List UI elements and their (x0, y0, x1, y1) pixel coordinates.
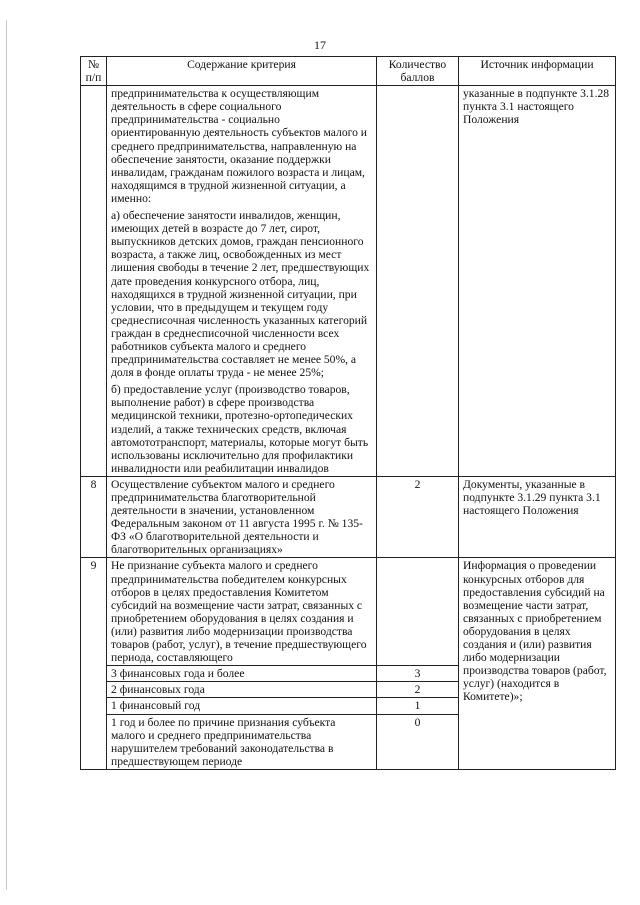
cell-criterion (107, 86, 377, 477)
criteria-table (80, 56, 616, 770)
cell-points (377, 558, 459, 666)
cell-criterion: Не признание субъекта малого и среднего предпринимательства победителем конкурсных отборов в целях предоставления Комитетом субсидий на возмещение части затрат, связанных с приобретением оборудования в целях создания и (или) развития либо модернизации производства товаров (работ, услуг), в течение предшествующего периода, составляющего (107, 558, 377, 666)
table-row-9 (81, 558, 616, 666)
option-points: 3 (377, 666, 459, 682)
table-row-8 (81, 476, 616, 558)
header-source: Источник информации (459, 57, 616, 86)
option-points: 0 (377, 714, 459, 769)
cell-source: Документы, указанные в подпункте 3.1.29 пункта 3.1 настоящего Положения (459, 476, 616, 558)
cell-points: 2 (377, 476, 459, 558)
table-header-row (81, 57, 616, 86)
cell-source: указанные в подпункте 3.1.28 пункта 3.1 настоящего Положения (459, 86, 616, 477)
option-label: 1 год и более по причине признания субъекта малого и среднего предпринимательства нарушителем требований законодательства в предшествующем периоде (107, 714, 377, 769)
header-num: № п/п (81, 57, 107, 86)
option-label: 2 финансовых года (107, 682, 377, 698)
scan-edge-line (6, 20, 7, 890)
page-number: 17 (314, 38, 326, 52)
cell-num: 9 (81, 558, 107, 769)
criterion-paragraph: б) предоставление услуг (производство товаров, выполнение работ) в сфере производства медицинской техники, протезно-ортопедических изделий, а также технических средств, включая автомототранспорт, материалы, которые могут быть использованы исключительно для профилактики инвалидности или реабилитации инвалидов (111, 383, 369, 475)
option-label: 1 финансовый год (107, 698, 377, 714)
criterion-paragraph: а) обеспечение занятости инвалидов, женщин, имеющих детей в возрасте до 7 лет, сирот, выпускников детских домов, граждан пенсионного возраста, а также лиц, освобожденных из мест лишения свободы в течение 2 лет, предшествующих дате проведения конкурсного отбора, лиц, находящихся в трудной жизненной ситуации, при условии, что в предыдущем и текущем году среднесписочная численность указанных категорий граждан в среднесписочной численности всех работников субъекта малого и среднего предпринимательства составляет не менее 50%, а доля в фонде оплаты труда - не менее 25%; (111, 209, 370, 380)
option-label: 3 финансовых года и более (107, 666, 377, 682)
cell-num (81, 86, 107, 477)
cell-criterion: Осуществление субъектом малого и среднего предпринимательства благотворительной деятельности в значении, установленном Федеральным законом от 11 августа 1995 г. № 135-ФЗ «О благотворительной деятельности и благотворительных организациях» (107, 476, 377, 558)
option-points: 1 (377, 698, 459, 714)
cell-points (377, 86, 459, 477)
cell-source: Информация о проведении конкурсных отборов для предоставления субсидий на возмещение части затрат, связанных с приобретением оборудования в целях создания и (или) развития либо модернизации производства товаров (работ, услуг) (находится в Комитете)»; (459, 558, 616, 769)
criterion-paragraph: предпринимательства к осуществляющим деятельность в сфере социального предпринимательства - социально ориентированную деятельность субъектов малого и среднего предпринимательства, направленную на обеспечение занятости, оказание поддержки инвалидам, гражданам пожилого возраста и лицам, находящимся в трудной жизненной ситуации, а именно: (111, 87, 368, 205)
cell-num: 8 (81, 476, 107, 558)
option-points: 2 (377, 682, 459, 698)
header-points: Количество баллов (377, 57, 459, 86)
table-row-continued (81, 86, 616, 477)
header-criterion: Содержание критерия (107, 57, 377, 86)
